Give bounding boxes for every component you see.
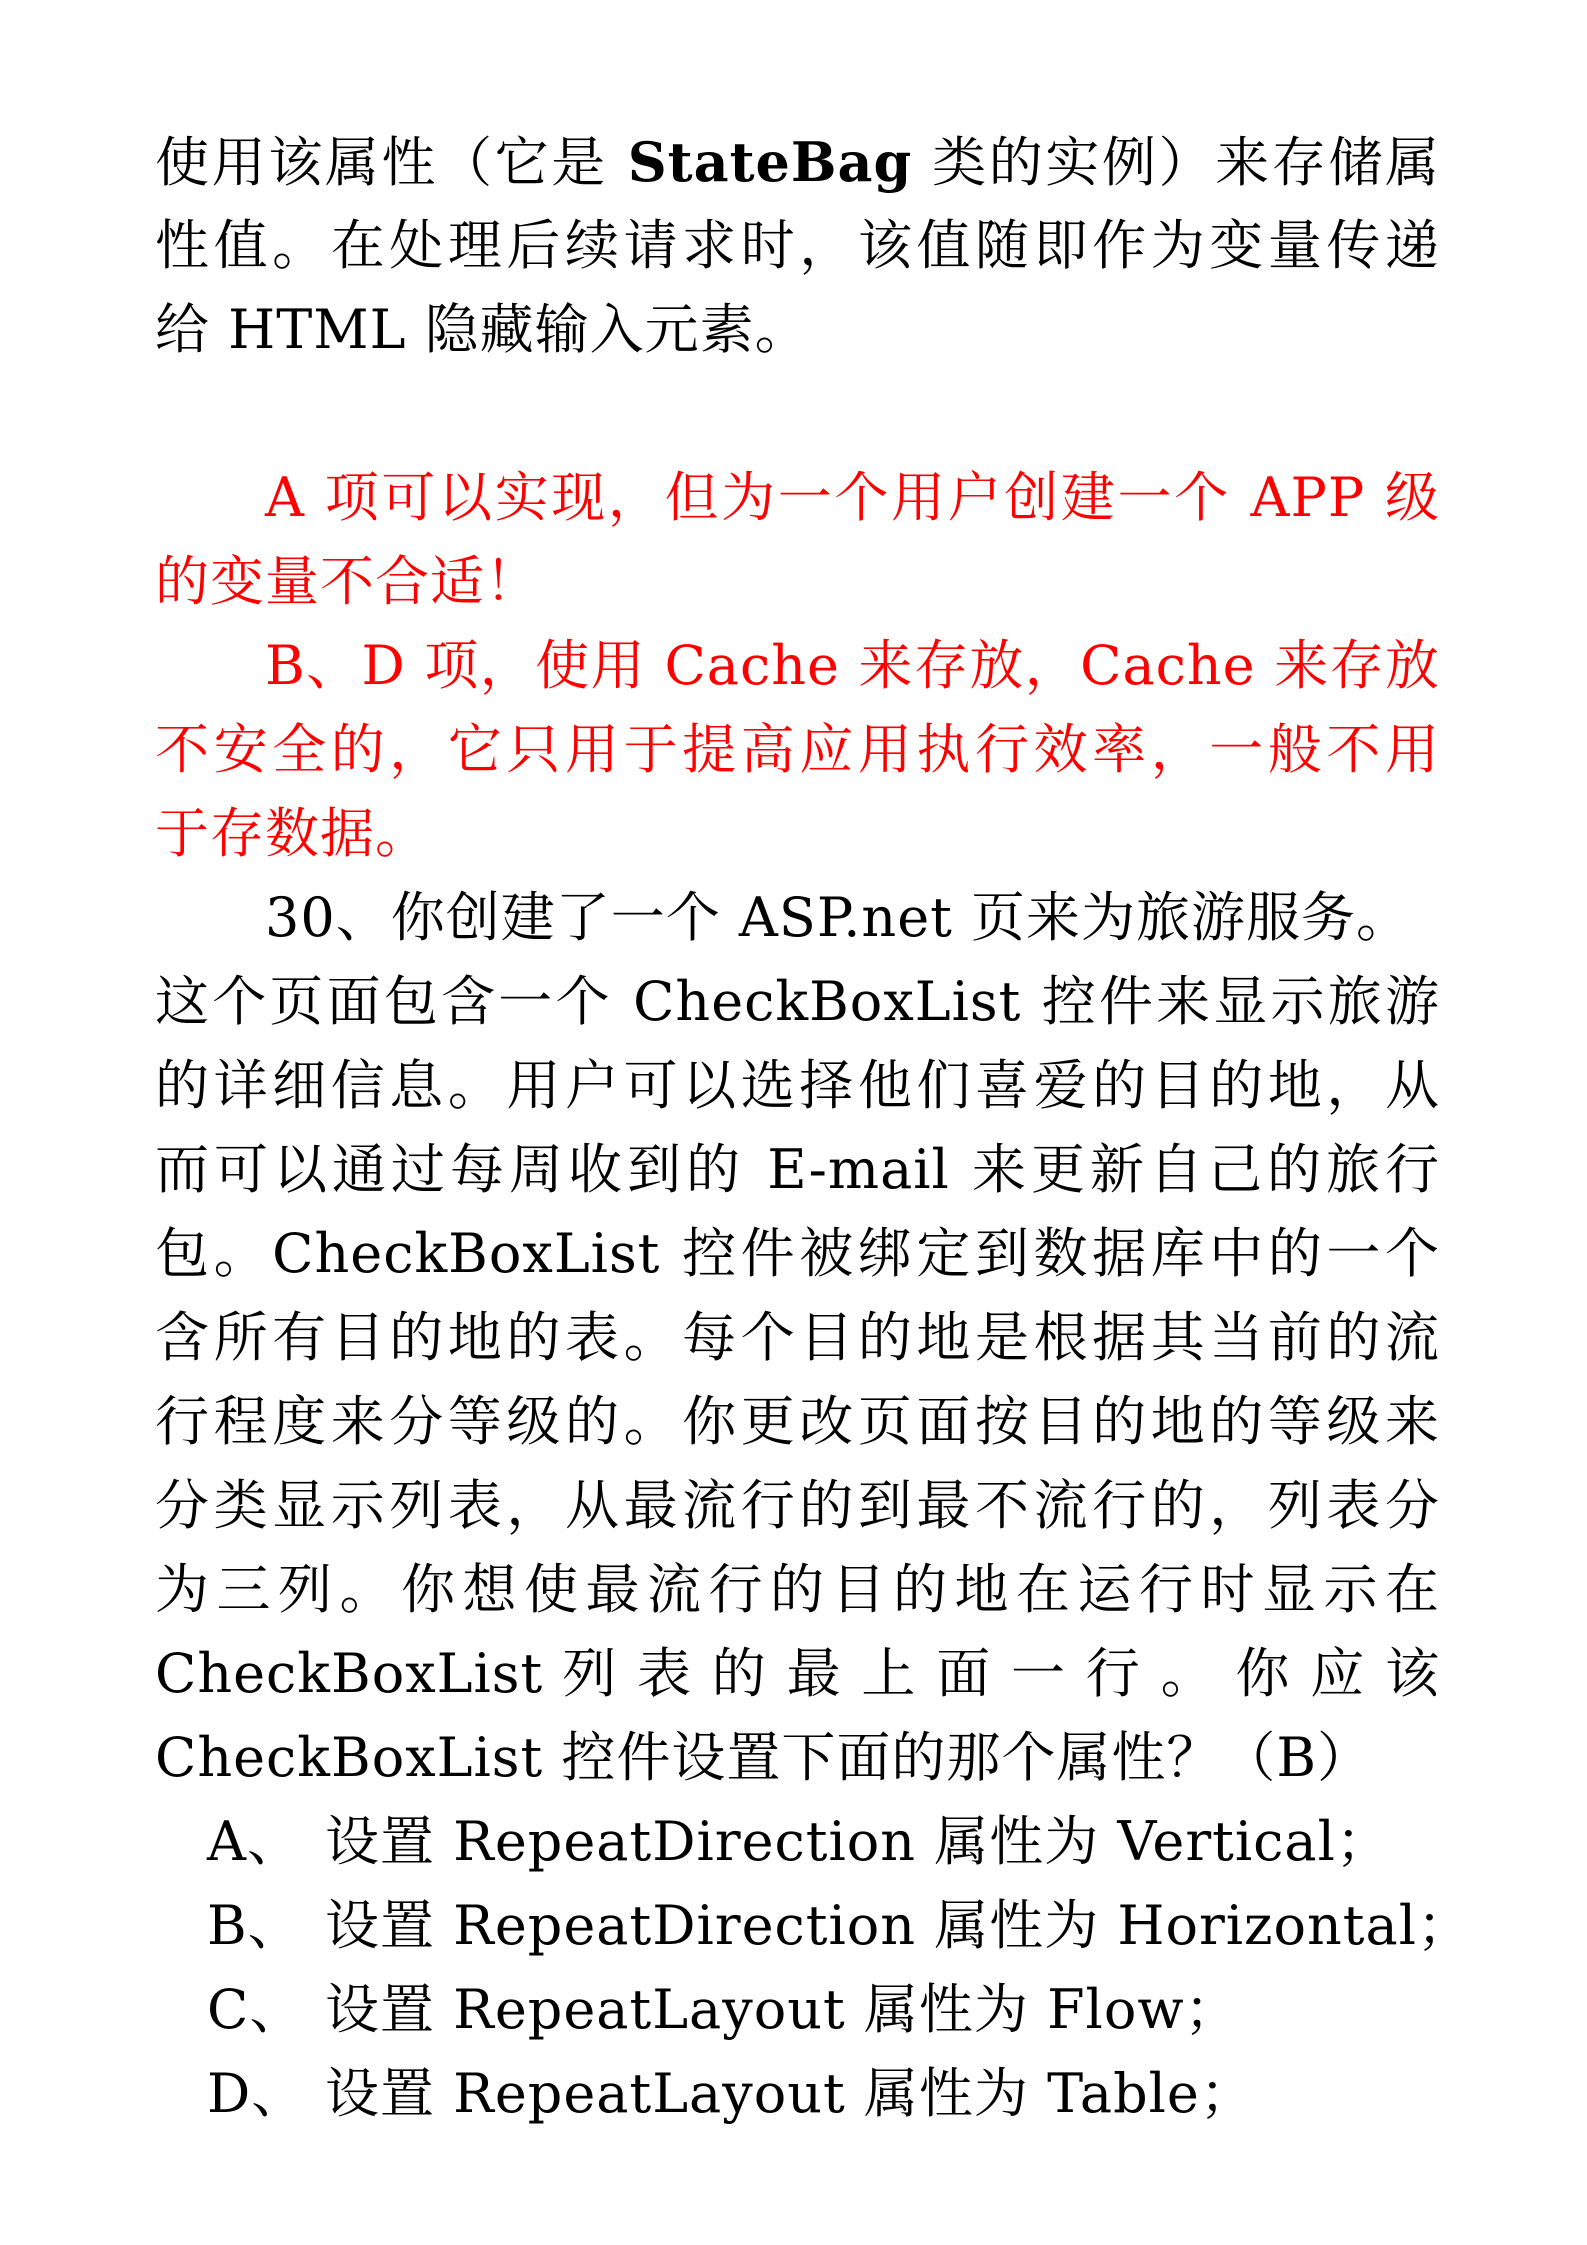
question-30-line-9: 为三列。你想使最流行的目的地在运行时显示在 <box>155 1558 1440 1621</box>
paragraph-1-post: 类的实例）来存储属 <box>932 131 1440 194</box>
question-30-line-8: 分类显示列表，从最流行的到最不流行的，列表分 <box>155 1474 1440 1537</box>
question-30-line-11: CheckBoxList 控件设置下面的那个属性？（B） <box>155 1726 1373 1789</box>
document-page <box>155 120 1472 2136</box>
note-bd-line-3: 于存数据。 <box>155 802 430 865</box>
paragraph-1-line-1 <box>155 120 1440 204</box>
paragraph-1-line-2: 性值。在处理后续请求时，该值随即作为变量传递 <box>155 214 1440 277</box>
option-b <box>155 1884 1472 1968</box>
option-a <box>155 1800 1440 1884</box>
question-30-line-3: 的详细信息。用户可以选择他们喜爱的目的地，从 <box>155 1054 1440 1117</box>
note-bd-line-2: 不安全的，它只用于提高应用执行效率，一般不用 <box>155 718 1440 781</box>
paragraph-1-pre: 使用该属性（它是 <box>155 131 608 194</box>
note-a-line-1: A 项可以实现，但为一个用户创建一个 APP 级 <box>265 466 1440 529</box>
note-bd-line-1: B、D 项，使用 Cache 来存放，Cache 来存放 <box>265 634 1440 697</box>
option-c <box>155 1968 1440 2052</box>
paragraph-1-line-3: 给 HTML 隐藏输入元素。 <box>155 298 810 361</box>
option-c-letter: C、 <box>207 1978 305 2041</box>
option-c-text: 设置 RepeatLayout 属性为 Flow； <box>325 1978 1240 2041</box>
paragraph-gap <box>155 372 1440 456</box>
option-d-text: 设置 RepeatLayout 属性为 Table； <box>325 2062 1255 2125</box>
option-a-letter: A、 <box>207 1810 302 1873</box>
question-30-line-6: 含所有目的地的表。每个目的地是根据其当前的流 <box>155 1306 1440 1369</box>
question-30-line-5: 包。CheckBoxList 控件被绑定到数据库中的一个 <box>155 1222 1440 1285</box>
question-30-line-2: 这个页面包含一个 CheckBoxList 控件来显示旅游 <box>155 970 1440 1033</box>
statebag-term: StateBag <box>627 130 913 194</box>
option-d-letter: D、 <box>207 2062 307 2125</box>
option-b-letter: B、 <box>207 1894 303 1957</box>
option-d <box>155 2052 1440 2136</box>
note-a-line-2: 的变量不合适！ <box>155 550 540 613</box>
option-a-text: 设置 RepeatDirection 属性为 Vertical； <box>325 1810 1391 1873</box>
question-30-line-10: CheckBoxList 列 表 的 最 上 面 一 行 。 你 应 该 <box>155 1642 1440 1705</box>
question-30-line-4: 而可以通过每周收到的 E-mail 来更新自己的旅行 <box>155 1138 1440 1201</box>
question-30-line-7: 行程度来分等级的。你更改页面按目的地的等级来 <box>155 1390 1440 1453</box>
option-b-text: 设置 RepeatDirection 属性为 Horizontal； <box>325 1894 1472 1957</box>
question-30-line-1: 30、你创建了一个 ASP.net 页来为旅游服务。 <box>265 886 1412 949</box>
